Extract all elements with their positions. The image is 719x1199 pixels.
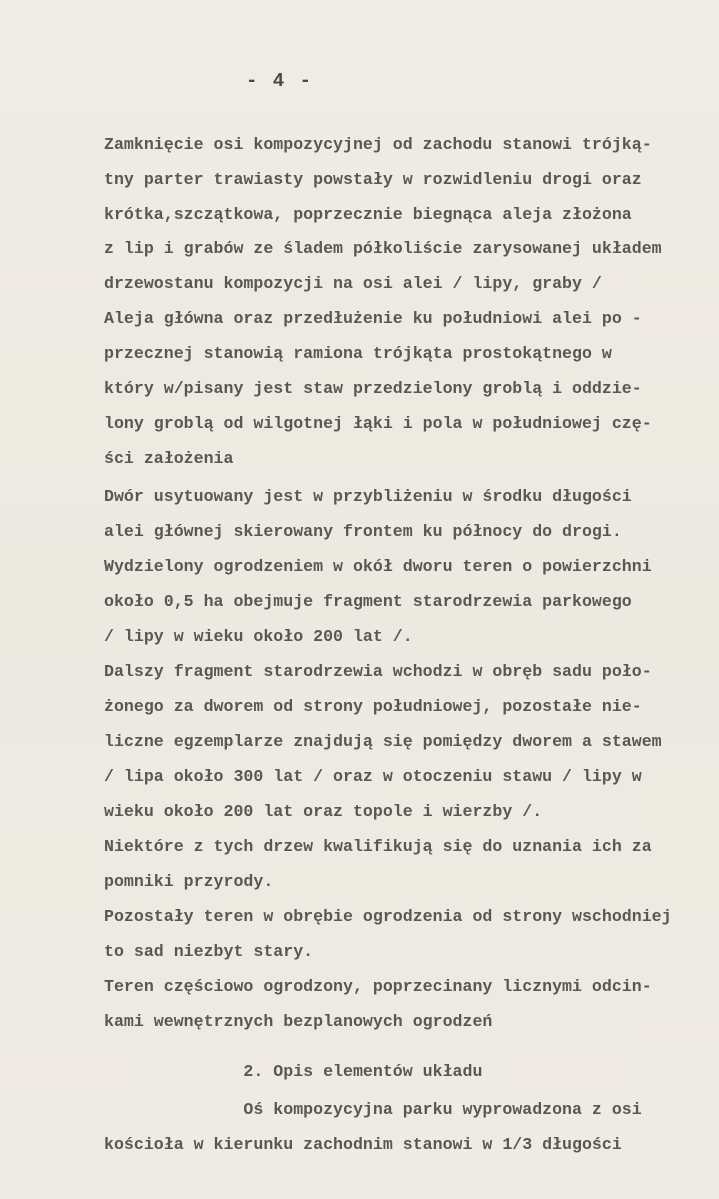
page-number: - 4 - (246, 70, 314, 92)
text-line: Dwór usytuowany jest w przybliżeniu w środku długości (104, 487, 632, 506)
text-line: żonego za dworem od strony południowej, pozostałe nie- (104, 697, 642, 716)
text-line: drzewostanu kompozycji na osi alei / lipy, graby / (104, 274, 602, 293)
text-line: około 0,5 ha obejmuje fragment starodrzewia parkowego (104, 592, 632, 611)
text-line: z lip i grabów ze śladem półkoliście zarysowanej układem (104, 239, 662, 258)
text-line: Oś kompozycyjna parku wyprowadzona z osi (104, 1100, 642, 1119)
text-line: lony groblą od wilgotnej łąki i pola w południowej czę- (104, 414, 652, 433)
text-line: Pozostały teren w obrębie ogrodzenia od strony wschodniej (104, 907, 672, 926)
text-line: wieku około 200 lat oraz topole i wierzby /. (104, 802, 543, 821)
text-line: Aleja główna oraz przedłużenie ku południowi alei po - (104, 309, 642, 328)
text-line: Wydzielony ogrodzeniem w okół dworu teren o powierzchni (104, 557, 652, 576)
text-line: kami wewnętrznych bezplanowych ogrodzeń (104, 1012, 493, 1031)
text-line: przecznej stanowią ramiona trójkąta prostokątnego w (104, 344, 612, 363)
text-line: / lipa około 300 lat / oraz w otoczeniu stawu / lipy w (104, 767, 642, 786)
text-line: krótka,szczątkowa, poprzecznie biegnąca aleja złożona (104, 205, 632, 224)
text-line: Teren częściowo ogrodzony, poprzecinany licznymi odcin- (104, 977, 652, 996)
text-line: kościoła w kierunku zachodnim stanowi w 1/3 długości (104, 1135, 622, 1154)
text-line: ści założenia (104, 449, 234, 468)
text-line: alei głównej skierowany frontem ku północy do drogi. (104, 522, 622, 541)
text-line: pomniki przyrody. (104, 872, 274, 891)
text-line: Dalszy fragment starodrzewia wchodzi w obręb sadu poło- (104, 662, 652, 681)
text-line: / lipy w wieku około 200 lat /. (104, 627, 413, 646)
section-heading: 2. Opis elementów układu (104, 1062, 483, 1081)
text-line: Niektóre z tych drzew kwalifikują się do uznania ich za (104, 837, 652, 856)
text-line: liczne egzemplarze znajdują się pomiędzy dworem a stawem (104, 732, 662, 751)
text-line: który w/pisany jest staw przedzielony groblą i oddzie- (104, 379, 642, 398)
text-line: Zamknięcie osi kompozycyjnej od zachodu stanowi trójką- (104, 135, 652, 154)
text-line: to sad niezbyt stary. (104, 942, 314, 961)
text-line: tny parter trawiasty powstały w rozwidleniu drogi oraz (104, 170, 642, 189)
